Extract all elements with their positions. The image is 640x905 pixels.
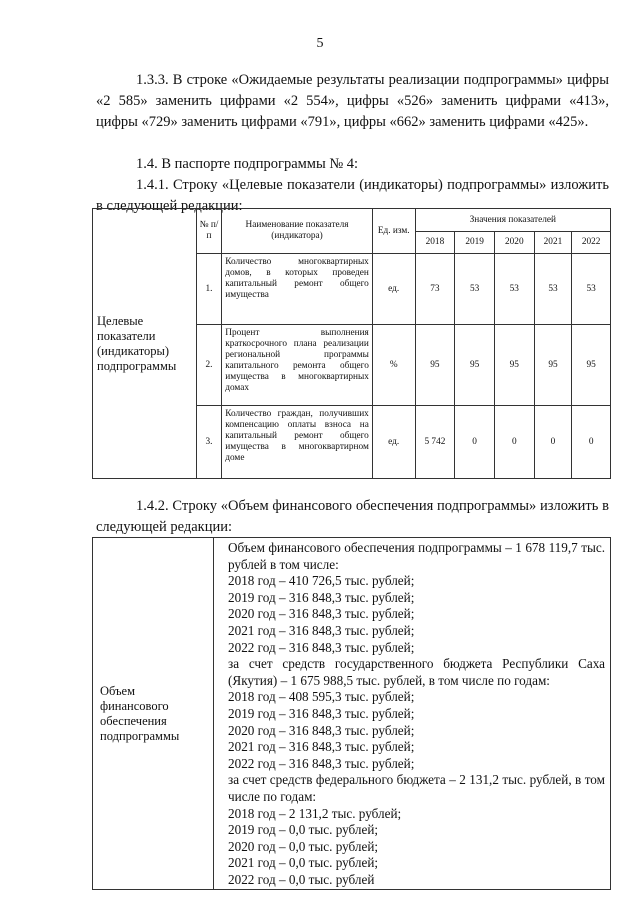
indicator-name: Количество многоквартирных домов, в которых проведен капитальный ремонт общего имущества bbox=[222, 254, 373, 325]
value-cell: 53 bbox=[455, 254, 495, 325]
header-year: 2021 bbox=[534, 232, 572, 254]
value-cell: 53 bbox=[572, 254, 611, 325]
row-label-target-indicators: Целевые показатели (индикаторы) подпрограммы bbox=[93, 209, 197, 479]
financing-federal: за счет средств федерального бюджета – 2 131,2 тыс. рублей, в том числе по годам: bbox=[228, 772, 605, 804]
page-number: 5 bbox=[316, 36, 324, 51]
paragraph-1-4-1: 1.4.1. Строку «Целевые показатели (индикаторы) подпрограммы» изложить в следующей редакции: bbox=[96, 177, 609, 214]
financing-content bbox=[214, 538, 611, 890]
financing-year-line: 2021 год – 0,0 тыс. рублей; bbox=[228, 855, 379, 871]
value-cell: 0 bbox=[572, 406, 611, 479]
header-year: 2022 bbox=[572, 232, 611, 254]
header-values: Значения показателей bbox=[415, 209, 610, 232]
row-number: 1. bbox=[196, 254, 221, 325]
row-number: 3. bbox=[196, 406, 221, 479]
financing-year-line: 2018 год – 410 726,5 тыс. рублей; bbox=[228, 573, 415, 589]
value-cell: 0 bbox=[455, 406, 495, 479]
financing-table bbox=[92, 537, 611, 890]
value-cell: 95 bbox=[572, 325, 611, 406]
row-number: 2. bbox=[196, 325, 221, 406]
value-cell: 53 bbox=[494, 254, 534, 325]
header-number: № п/п bbox=[196, 209, 221, 254]
header-year: 2020 bbox=[494, 232, 534, 254]
financing-total: Объем финансового обеспечения подпрограммы – 1 678 119,7 тыс. рублей в том числе: bbox=[228, 540, 605, 572]
indicator-name: Процент выполнения краткосрочного плана реализации региональной программы капитального ремонта общего имущества в многоквартирных домах bbox=[222, 325, 373, 406]
financing-year-line: 2020 год – 0,0 тыс. рублей; bbox=[228, 838, 379, 854]
header-year: 2018 bbox=[415, 232, 455, 254]
financing-regional: за счет средств государственного бюджета Республики Саха (Якутия) – 1 675 988,5 тыс. рублей, в том числе по годам: bbox=[228, 656, 605, 688]
financing-year-line: 2022 год – 316 848,3 тыс. рублей; bbox=[228, 639, 415, 655]
unit-cell: % bbox=[372, 325, 415, 406]
value-cell: 95 bbox=[494, 325, 534, 406]
header-indicator-name: Наименование показателя (индикатора) bbox=[222, 209, 373, 254]
value-cell: 95 bbox=[534, 325, 572, 406]
financing-year-line: 2018 год – 2 131,2 тыс. рублей; bbox=[228, 805, 402, 821]
financing-year-line: 2020 год – 316 848,3 тыс. рублей; bbox=[228, 606, 415, 622]
financing-year-line: 2021 год – 316 848,3 тыс. рублей; bbox=[228, 622, 415, 638]
financing-year-line: 2019 год – 316 848,3 тыс. рублей; bbox=[228, 589, 415, 605]
header-unit: Ед. изм. bbox=[372, 209, 415, 254]
value-cell: 53 bbox=[534, 254, 572, 325]
financing-year-line: 2018 год – 408 595,3 тыс. рублей; bbox=[228, 689, 415, 705]
unit-cell: ед. bbox=[372, 254, 415, 325]
header-year: 2019 bbox=[455, 232, 495, 254]
financing-year-line: 2020 год – 316 848,3 тыс. рублей; bbox=[228, 722, 415, 738]
value-cell: 73 bbox=[415, 254, 455, 325]
indicator-name: Количество граждан, получивших компенсацию оплаты взноса на капитальный ремонт общего имущества в многоквартирном доме bbox=[222, 406, 373, 479]
value-cell: 95 bbox=[455, 325, 495, 406]
financing-year-line: 2019 год – 316 848,3 тыс. рублей; bbox=[228, 705, 415, 721]
financing-year-line: 2022 год – 0,0 тыс. рублей bbox=[228, 871, 375, 887]
unit-cell: ед. bbox=[372, 406, 415, 479]
paragraph-1-4-2: 1.4.2. Строку «Объем финансового обеспечения подпрограммы» изложить в следующей редакции: bbox=[96, 498, 609, 535]
target-indicators-table bbox=[92, 208, 611, 479]
value-cell: 0 bbox=[494, 406, 534, 479]
row-label-financing: Объем финансового обеспечения подпрограммы bbox=[93, 538, 214, 890]
paragraph-1-4: 1.4. В паспорте подпрограммы № 4: bbox=[136, 156, 359, 172]
financing-year-line: 2021 год – 316 848,3 тыс. рублей; bbox=[228, 739, 415, 755]
value-cell: 95 bbox=[415, 325, 455, 406]
value-cell: 0 bbox=[534, 406, 572, 479]
financing-year-line: 2022 год – 316 848,3 тыс. рублей; bbox=[228, 755, 415, 771]
value-cell: 5 742 bbox=[415, 406, 455, 479]
financing-year-line: 2019 год – 0,0 тыс. рублей; bbox=[228, 822, 379, 838]
paragraph-1-3-3: 1.3.3. В строке «Ожидаемые результаты реализации подпрограммы» цифры «2 585» заменить цифрами «2 554», цифры «526» заменить цифрами «413», цифры «729» заменить цифрами «791», цифры «662» заменить цифрами «425». bbox=[96, 72, 609, 130]
